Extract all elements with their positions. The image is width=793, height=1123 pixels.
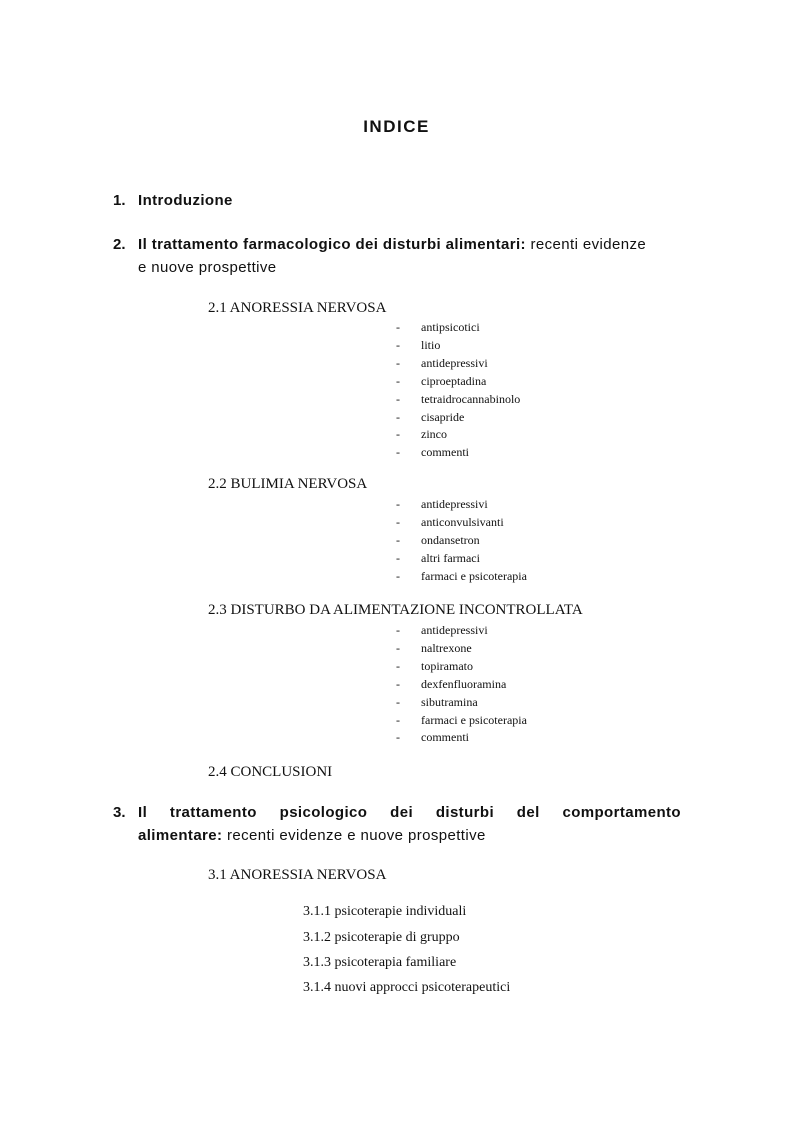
- list-item: commenti: [421, 730, 469, 745]
- list-item: antipsicotici: [421, 320, 480, 334]
- chapter-number: 2.: [113, 236, 126, 253]
- bullet-dash: -: [396, 320, 400, 334]
- chapter-number: 3.: [113, 804, 126, 821]
- list-item: dexfenfluoramina: [421, 676, 507, 691]
- title-word: del: [516, 804, 540, 821]
- section-title: 2.1 ANORESSIA NERVOSA: [208, 300, 387, 316]
- bullet-dash: -: [396, 445, 400, 460]
- list-item: altri farmaci: [421, 550, 480, 565]
- bullet-dash: -: [396, 497, 400, 511]
- bullet-dash: -: [396, 514, 400, 529]
- chapter-title-line1: [138, 804, 681, 821]
- section-title: 2.4 CONCLUSIONI: [208, 764, 333, 780]
- bullet-dash: -: [396, 355, 400, 370]
- chapter-title-bold: Il trattamento farmacologico dei disturbi alimentari:: [138, 236, 526, 253]
- bullet-dash: -: [396, 623, 400, 637]
- chapter-title-rest: recenti evidenze e nuove prospettive: [227, 827, 486, 844]
- bullet-dash: -: [396, 658, 400, 673]
- subsection-title: 3.1.2 psicoterapie di gruppo: [303, 930, 460, 945]
- title-word: trattamento: [169, 804, 257, 821]
- bullet-dash: -: [396, 676, 400, 691]
- list-item: topiramato: [421, 658, 473, 673]
- list-item: anticonvulsivanti: [421, 514, 504, 529]
- chapter-title-bold: Introduzione: [138, 192, 233, 209]
- title-word: comportamento: [562, 804, 681, 821]
- list-item: cisapride: [421, 409, 465, 424]
- title-word: dei: [390, 804, 414, 821]
- subsection-title: 3.1.4 nuovi approcci psicoterapeutici: [303, 980, 511, 995]
- title-word: Il: [138, 804, 148, 821]
- page-title: INDICE: [363, 117, 430, 136]
- bullet-dash: -: [396, 640, 400, 655]
- bullet-dash: -: [396, 568, 400, 583]
- list-item: sibutramina: [421, 694, 478, 709]
- list-item: antidepressivi: [421, 355, 488, 370]
- section-title: 3.1 ANORESSIA NERVOSA: [208, 867, 387, 883]
- section-title: 2.3 DISTURBO DA ALIMENTAZIONE INCONTROLLATA: [208, 602, 583, 618]
- bullet-dash: -: [396, 712, 400, 727]
- bullet-dash: -: [396, 730, 400, 745]
- list-item: naltrexone: [421, 640, 472, 655]
- list-item: farmaci e psicoterapia: [421, 568, 527, 583]
- chapter-title-rest: recenti evidenze: [530, 236, 647, 253]
- bullet-dash: -: [396, 694, 400, 709]
- bullet-dash: -: [396, 337, 400, 352]
- section-title: 2.2 BULIMIA NERVOSA: [208, 476, 368, 492]
- chapter-title: [138, 236, 646, 253]
- chapter-number: 1.: [113, 192, 126, 209]
- list-item: commenti: [421, 445, 469, 460]
- list-item: ondansetron: [421, 532, 480, 547]
- list-item: antidepressivi: [421, 497, 488, 511]
- bullet-dash: -: [396, 532, 400, 547]
- chapter-title-line2: [138, 827, 486, 844]
- list-item: farmaci e psicoterapia: [421, 712, 527, 727]
- subsection-title: 3.1.1 psicoterapie individuali: [303, 904, 467, 919]
- list-item: litio: [421, 337, 441, 352]
- title-word: disturbi: [435, 804, 495, 821]
- bullet-dash: -: [396, 409, 400, 424]
- chapter-title-bold: alimentare:: [138, 827, 223, 844]
- chapter-title: [138, 192, 233, 209]
- title-word: psicologico: [279, 804, 368, 821]
- list-item: antidepressivi: [421, 623, 488, 637]
- list-item: tetraidrocannabinolo: [421, 391, 521, 406]
- subsection-title: 3.1.3 psicoterapia familiare: [303, 955, 457, 970]
- bullet-dash: -: [396, 391, 400, 406]
- bullet-dash: -: [396, 373, 400, 388]
- chapter-title-line2: e nuove prospettive: [138, 259, 277, 276]
- list-item: ciproeptadina: [421, 373, 487, 388]
- bullet-dash: -: [396, 427, 400, 442]
- bullet-dash: -: [396, 550, 400, 565]
- list-item: zinco: [421, 427, 447, 442]
